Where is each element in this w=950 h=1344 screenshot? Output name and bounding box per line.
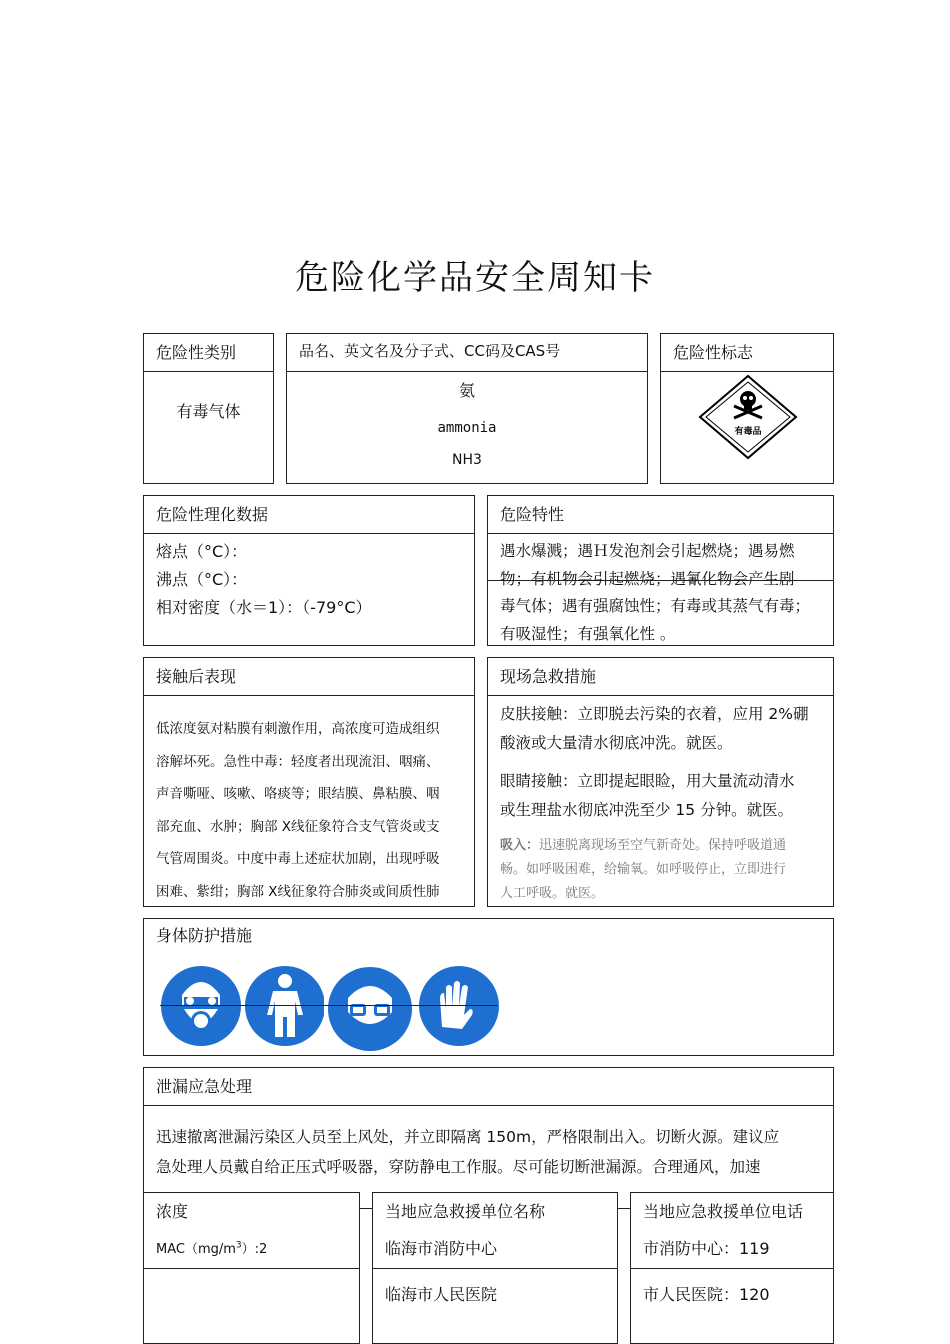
mac-sup: 3: [235, 1240, 242, 1251]
rescue-phone-1: 市消防中心：119: [643, 1239, 770, 1258]
skin-contact-line: 皮肤接触：立即脱去污染的衣着，应用 2%硼: [500, 705, 809, 723]
chemical-formula: NH3: [452, 452, 482, 468]
relative-density: 相对密度（水＝1）：（-79°C）: [156, 598, 372, 617]
physchem-box: [143, 495, 475, 646]
rescue-phone-2: 市人民医院：120: [643, 1285, 770, 1304]
symptoms-line: 困难、紫绀；胸部 X线征象符合肺炎或间质性肺: [156, 883, 440, 900]
hazard-props-line: 毒气体；遇有强腐蚀性；有毒或其蒸气有毒；: [500, 597, 811, 615]
hazard-props-line: 有吸湿性；有强氧化性 。: [500, 624, 676, 643]
rescue-unit-2: 临海市人民医院: [385, 1285, 498, 1304]
toxic-sign-label: 有毒品: [734, 427, 762, 437]
eye-contact-line: 眼睛接触：立即提起眼睑，用大量流动清水: [500, 772, 795, 790]
protection-header: 身体防护措施: [156, 926, 253, 945]
hazard-props-line: 遇水爆溅；遇Ｈ发泡剂会引起燃烧；遇易燃: [500, 542, 795, 560]
leak-line: 急处理人员戴自给正压式呼吸器，穿防静电工作服。尽可能切断泄漏源。合理通风，加速: [156, 1158, 761, 1176]
rescue-unit-header-cell: [373, 1193, 617, 1269]
rescue-unit-box: [372, 1192, 618, 1344]
symptoms-line: 溶解坏死。急性中毒：轻度者出现流泪、咽痛、: [156, 753, 440, 770]
inhale-line: 人工呼吸。就医。: [500, 886, 605, 901]
leak-line: 迅速撤离泄漏污染区人员至上风处，并立即隔离 150m，严格限制出入。切断火源。建议应: [156, 1128, 780, 1146]
symptoms-line: 低浓度氨对粘膜有刺激作用，高浓度可造成组织: [156, 721, 440, 737]
toxic-hazard-icon: [696, 374, 800, 460]
rescue-unit-header: 当地应急救援单位名称: [385, 1202, 546, 1221]
inhale-line: 畅。如呼吸困难，给输氧。如呼吸停止，立即进行: [500, 862, 787, 877]
symptoms-box: [143, 657, 475, 907]
skin-contact-line: 酸液或大量清水彻底冲洗。就医。: [500, 734, 733, 752]
symptoms-header: 接触后表现: [144, 658, 474, 696]
hazard-props-header: 危险特性: [488, 496, 833, 534]
inhale-line: 迅速脱离现场至空气新奇处。保持呼吸道通: [539, 838, 787, 853]
symptoms-line: 部充血、水肿；胸部 X线征象符合支气管炎或支: [156, 818, 440, 835]
mac-label: MAC（mg/m: [156, 1242, 236, 1257]
overlap-line: [488, 580, 833, 581]
respirator-icon: [160, 965, 242, 1047]
protection-box: [143, 918, 834, 1056]
rescue-phone-header: 当地应急救援单位电话: [643, 1202, 804, 1221]
page-title: 危险化学品安全周知卡: [295, 258, 655, 298]
rescue-phone-header-cell: [631, 1193, 833, 1269]
name-header: 品名、英文名及分子式、CC码及CAS号: [287, 334, 647, 372]
rescue-unit-1: 临海市消防中心: [385, 1239, 498, 1258]
concentration-header: 浓度: [156, 1202, 189, 1221]
goggles-icon: [324, 966, 416, 1052]
gloves-icon: [418, 965, 500, 1047]
first-aid-box: [487, 657, 834, 907]
inhale-label: 吸入：: [500, 838, 540, 853]
hazard-class-value: 有毒气体: [176, 402, 241, 421]
hazard-sign-box: [660, 333, 834, 484]
hazard-sign-header: 危险性标志: [661, 334, 833, 372]
symptoms-line: 声音嘶哑、咳嗽、咯痰等；眼结膜、鼻粘膜、咽: [156, 786, 440, 802]
hazard-class-box: [143, 333, 274, 484]
physchem-header: 危险性理化数据: [144, 496, 474, 534]
overlap-line: [160, 1005, 497, 1006]
hazard-class-header: 危险性类别: [144, 334, 273, 372]
hazard-props-line: 物；有机物会引起燃烧；遇氰化物会产生剧: [500, 569, 795, 588]
symptoms-line: 气管周围炎。中度中毒上述症状加剧，出现呼吸: [156, 851, 440, 867]
eye-contact-line: 或生理盐水彻底冲洗至少 15 分钟。就医。: [500, 801, 794, 819]
boiling-point: 沸点（°C）：: [156, 570, 248, 589]
concentration-header-cell: [144, 1193, 359, 1269]
name-box: [286, 333, 648, 484]
rescue-phone-box: [630, 1192, 834, 1344]
leak-box: [143, 1067, 834, 1209]
hazard-props-box: [487, 495, 834, 646]
chemical-en-name: ammonia: [437, 420, 497, 436]
protective-suit-icon: [245, 965, 325, 1047]
melting-point: 熔点（°C）：: [156, 542, 248, 561]
concentration-box: [143, 1192, 360, 1344]
mac-value: ）:2: [241, 1242, 268, 1257]
first-aid-header: 现场急救措施: [488, 658, 833, 696]
chemical-cn-name: 氨: [458, 381, 475, 400]
leak-header: 泄漏应急处理: [144, 1068, 833, 1106]
